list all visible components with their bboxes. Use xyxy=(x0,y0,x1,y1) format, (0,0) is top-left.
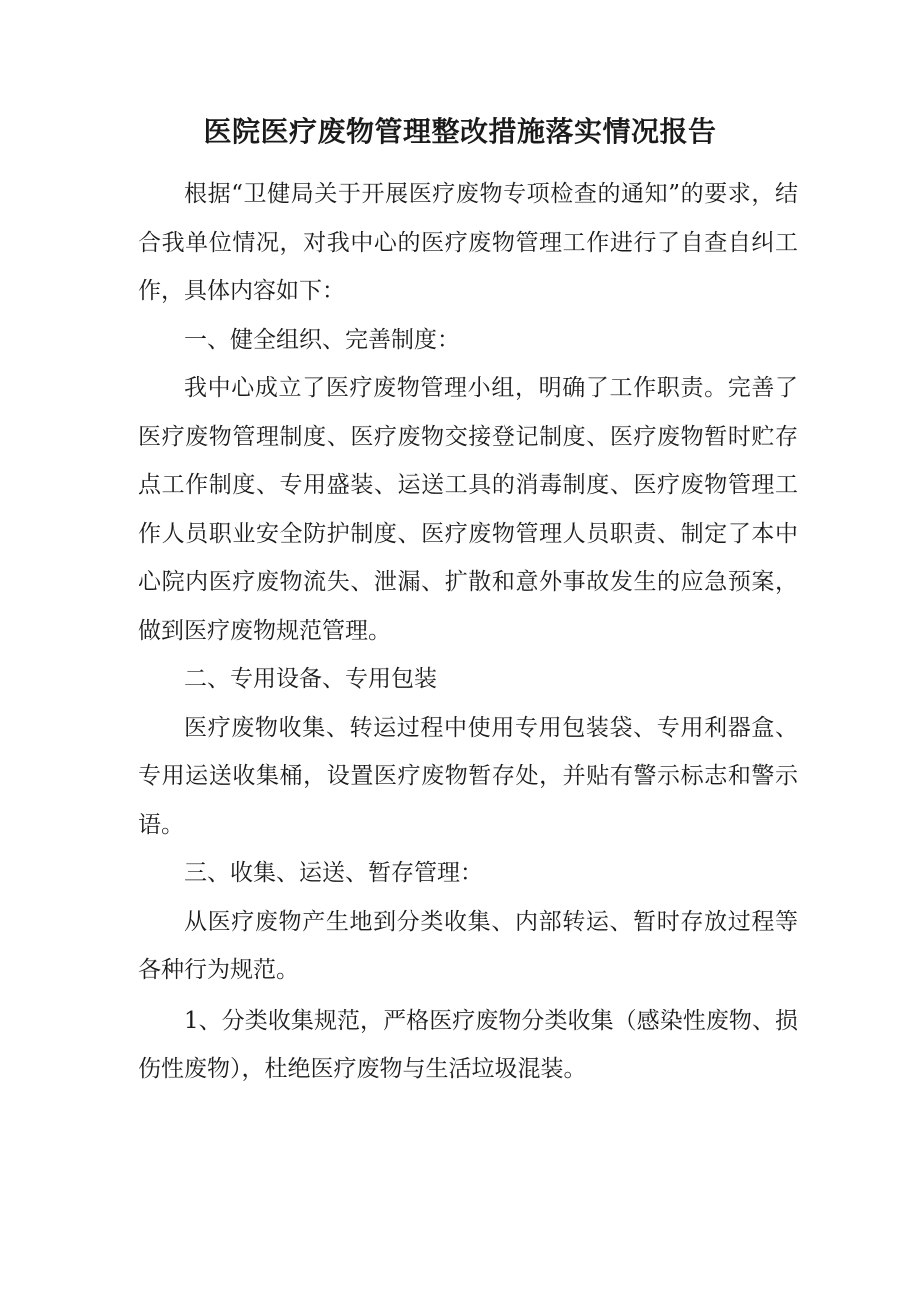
section-heading-3: 三、收集、运送、暂存管理： xyxy=(184,860,483,886)
paragraph-section-3: 从医疗废物产生地到分类收集、内部转运、暂时存放过程等各种行为规范。 xyxy=(138,908,798,983)
paragraph-section-1: 我中心成立了医疗废物管理小组，明确了工作职责。完善了医疗废物管理制度、医疗废物交接登记制度、医疗废物暂时贮存点工作制度、专用盛装、运送工具的消毒制度、医疗废物管理工作人员职业安全防护制度、医疗废物管理人员职责、制定了本中心院内医疗废物流失、泄漏、扩散和意外事故发生的应急预案，做到医疗废物规范管理。 xyxy=(138,375,798,644)
document-title: 医院医疗废物管理整改措施落实情况报告 xyxy=(203,115,717,148)
paragraph-intro: 根据“卫健局关于开展医疗废物专项检查的通知”的要求，结合我单位情况，对我中心的医疗废物管理工作进行了自查自纠工作，具体内容如下： xyxy=(138,181,798,304)
section-heading-1: 一、健全组织、完善制度： xyxy=(184,326,460,353)
document-body xyxy=(138,170,798,1094)
paragraph-item-1: 1、分类收集规范，严格医疗废物分类收集（感染性废物、损伤性废物），杜绝医疗废物与生活垃圾混装。 xyxy=(138,1007,798,1082)
section-heading-2: 二、专用设备、专用包装 xyxy=(184,666,437,692)
paragraph-section-2: 医疗废物收集、转运过程中使用专用包装袋、专用利器盒、专用运送收集桶，设置医疗废物暂存处，并贴有警示标志和警示语。 xyxy=(138,714,798,838)
